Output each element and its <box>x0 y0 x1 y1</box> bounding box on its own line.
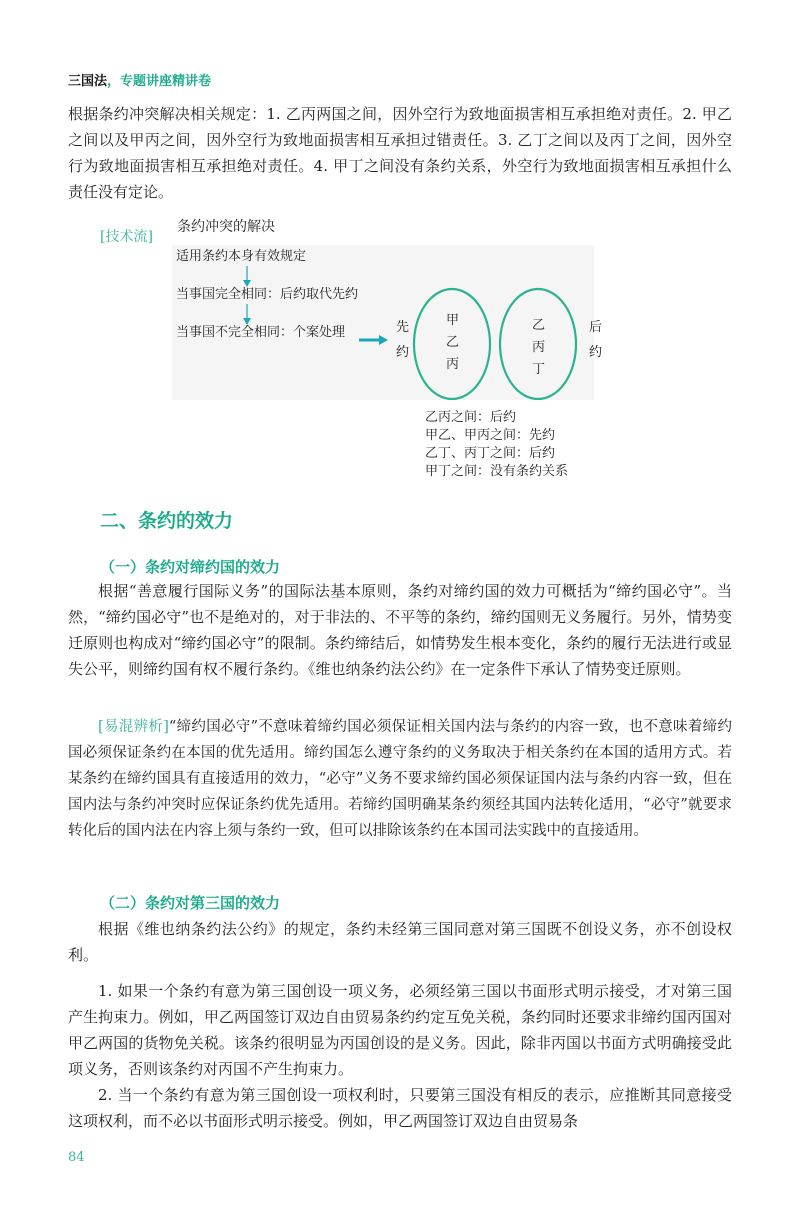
subsection-1-title: （一）条约对缔约国的效力 <box>100 558 281 576</box>
section-title: 二、条约的效力 <box>100 510 234 532</box>
later-label-1: 后 <box>589 320 603 335</box>
subsection-2-paragraph-3: 2. 当一个条约有意为第三国创设一项权利时，只要第三国没有相反的表示，应推断其同意接受这项权利，而不必以书面形式明示接受。例如，甲乙两国签订双边自由贸易条 <box>68 1086 732 1130</box>
ellipse2-party-3: 丁 <box>532 362 546 377</box>
diagram-step-1: 适用条约本身有效规定 <box>176 249 307 264</box>
ellipse1-party-3: 丙 <box>446 357 460 372</box>
diagram-note: 乙丙之间：后约 <box>425 410 517 425</box>
subsection-2-paragraph-1: 根据《维也纳条约法公约》的规定，条约未经第三国同意对第三国既不创设义务，亦不创设权利。 <box>68 920 732 964</box>
ellipse1-party-1: 甲 <box>446 313 460 328</box>
header-separator: ， <box>107 74 121 89</box>
subsection-2-title: （二）条约对第三国的效力 <box>100 894 281 912</box>
confusion-note-text: “缔约国必守”不意味着缔约国必须保证相关国内法与条约的内容一致，也不意味着缔约国必须保证条约在本国的优先适用。缔约国怎么遵守条约的义务取决于相关条约在本国的适用方式。若某条约在缔约国具有直接适用的效力，“必守”义务不要求缔约国必须保证国内法与条约内容一致，但在国内法与条约冲突时应保证条约优先适用。若缔约国明确某条约须经其国内法转化适用，“必守”就要求转化后的国内法在内容上须与条约一致，但可以排除该条约在本国司法实践中的直接适用。 <box>68 719 732 839</box>
diagram-step-2: 当事国完全相同：后约取代先约 <box>176 287 359 302</box>
confusion-note <box>68 714 732 844</box>
ellipse1-party-2: 乙 <box>446 335 460 350</box>
diagram-note: 乙丁、丙丁之间：后约 <box>425 446 556 461</box>
down-arrow-1 <box>243 266 251 287</box>
ellipse2-party-1: 乙 <box>532 318 546 333</box>
earlier-label-2: 约 <box>396 345 410 360</box>
right-arrow <box>359 335 388 345</box>
earlier-label-1: 先 <box>396 320 410 335</box>
ellipse2-party-2: 丙 <box>532 340 546 355</box>
intro-paragraph: 根据条约冲突解决相关规定：1. 乙丙两国之间，因外空行为致地面损害相互承担绝对责任。2. 甲乙之间以及甲丙之间，因外空行为致地面损害相互承担过错责任。3. 乙丁之间以及丙丁之间，因外空行为致地面损害相互承担绝对责任。4. 甲丁之间没有条约关系，外空行为致地面损害相互承担什么责任没有定论。 <box>68 105 732 201</box>
diagram-note: 甲乙、甲丙之间：先约 <box>425 428 556 443</box>
confusion-note-tag: [易混辨析] <box>98 719 169 735</box>
book-title: 三国法 <box>68 74 108 89</box>
series-title: 专题讲座精讲卷 <box>120 74 212 89</box>
page-number: 84 <box>68 1150 85 1165</box>
later-label-2: 约 <box>589 345 603 360</box>
diagram-note: 甲丁之间：没有条约关系 <box>425 464 569 479</box>
tech-tag: [技术流] <box>100 229 153 245</box>
diagram-step-3: 当事国不完全相同：个案处理 <box>176 325 346 340</box>
subsection-1-paragraph: 根据“善意履行国际义务”的国际法基本原则，条约对缔约国的效力可概括为“缔约国必守”。当然，“缔约国必守”也不是绝对的，对于非法的、不平等的条约，缔约国则无义务履行。另外，情势变迁原则也构成对“缔约国必守”的限制。条约缔结后，如情势发生根本变化，条约的履行无法进行或显失公平，则缔约国有权不履行条约。《维也纳条约法公约》在一定条件下承认了情势变迁原则。 <box>68 582 732 678</box>
down-arrow-2 <box>243 304 251 325</box>
diagram-title: 条约冲突的解决 <box>177 219 275 235</box>
subsection-2-paragraph-2: 1. 如果一个条约有意为第三国创设一项义务，必须经第三国以书面形式明示接受，才对第三国产生拘束力。例如，甲乙两国签订双边自由贸易条约约定互免关税，条约同时还要求非缔约国丙国对甲乙两国的货物免关税。该条约很明显为丙国创设的是义务。因此，除非丙国以书面方式明确接受此项义务，否则该条约对丙国不产生拘束力。 <box>68 982 732 1078</box>
